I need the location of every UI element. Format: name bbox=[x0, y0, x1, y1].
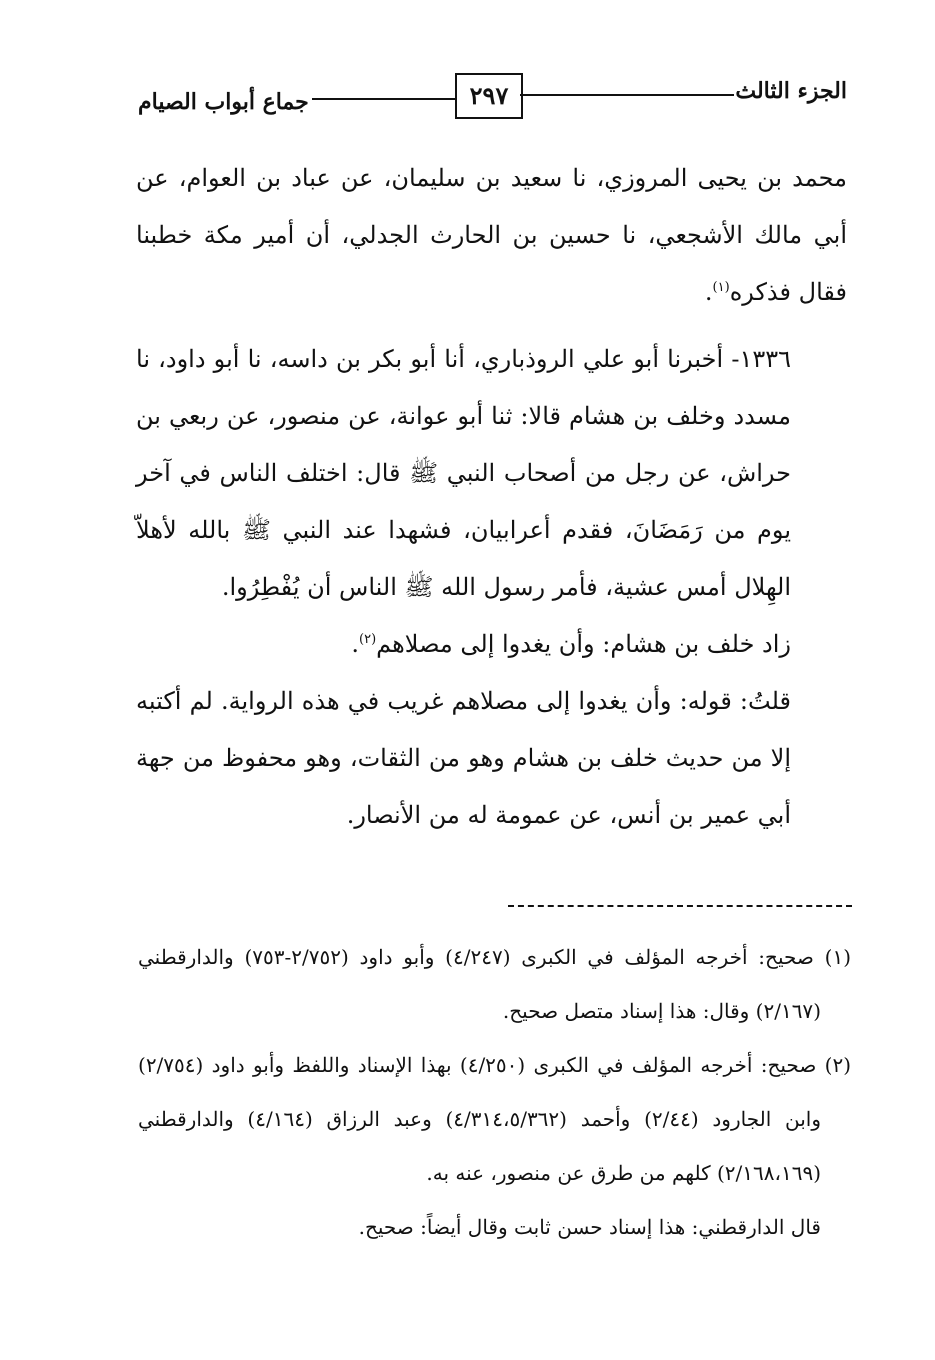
footnote-2-extra: قال الدارقطني: هذا إسناد حسن ثابت وقال أيضاً: صحيح. bbox=[358, 1215, 821, 1239]
footnote-2: (٢) صحيح: أخرجه المؤلف في الكبرى (٤/٢٥٠) بهذا الإسناد واللفظ وأبو داود (٢/٧٥٤) وابن الجارود (٢/٤٤) وأحمد (٤/٣١٤،٥/٣٦٢) وعبد الرزاق (٤/١٦٤) والدارقطني (٢/١٦٨،١٦٩) كلهم من طرق عن منصور، عنه به. bbox=[138, 1053, 851, 1185]
paragraph-1-end: . bbox=[704, 278, 713, 306]
footnote-ref-2: (٢) bbox=[359, 632, 377, 647]
paragraph-commentary: قلتُ: قوله: وأن يغدوا إلى مصلاهم غريب في هذه الرواية. لم أكتبه إلا من حديث خلف بن هشام وهو من الثقات، وهو محفوظ من جهة أبي عمير بن أنس، عن عمومة له من الأنصار. bbox=[136, 687, 792, 829]
header-rule-right bbox=[520, 94, 734, 96]
main-text bbox=[136, 150, 847, 844]
header-volume: الجزء الثالث bbox=[735, 78, 847, 104]
page-number: ٢٩٧ bbox=[455, 73, 523, 119]
header-chapter: جماع أبواب الصيام bbox=[138, 89, 309, 115]
paragraph-hadith-1336: ١٣٣٦- أخبرنا أبو علي الروذباري، أنا أبو بكر بن داسه، نا أبو داود، نا مسدد وخلف بن هشام قالا: ثنا أبو عوانة، عن منصور، عن ربعي بن حراش، عن رجل من أصحاب النبي ﷺ قال: اختلف الناس في آخر يوم من رَمَضَانَ، فقدم أعرابيان، فشهدا عند النبي ﷺ بالله لأهلاّ الهِلال أمس عشية، فأمر رسول الله ﷺ الناس أن يُفْطِرُوا. bbox=[136, 345, 791, 601]
paragraph-1-text: محمد بن يحيى المروزي، نا سعيد بن سليمان، عن عباد بن العوام، عن أبي مالك الأشجعي، نا حسين بن الحارث الجدلي، أن أمير مكة خطبنا فقال فذكره bbox=[136, 164, 847, 306]
header-rule-left bbox=[312, 98, 455, 100]
paragraph-addition-end: . bbox=[351, 630, 360, 658]
footnote-1: (١) صحيح: أخرجه المؤلف في الكبرى (٤/٢٤٧) وأبو داود (٢/٧٥٢-٧٥٣) والدارقطني (٢/١٦٧) وقال: هذا إسناد متصل صحيح. bbox=[138, 945, 851, 1023]
footnote-ref-1: (١) bbox=[712, 280, 730, 295]
footnote-separator bbox=[508, 905, 852, 907]
paragraph-1 bbox=[136, 150, 847, 321]
footnotes bbox=[138, 930, 851, 1254]
paragraph-addition-text: زاد خلف بن هشام: وأن يغدوا إلى مصلاهم bbox=[376, 630, 791, 658]
paragraph-addition bbox=[136, 616, 847, 673]
